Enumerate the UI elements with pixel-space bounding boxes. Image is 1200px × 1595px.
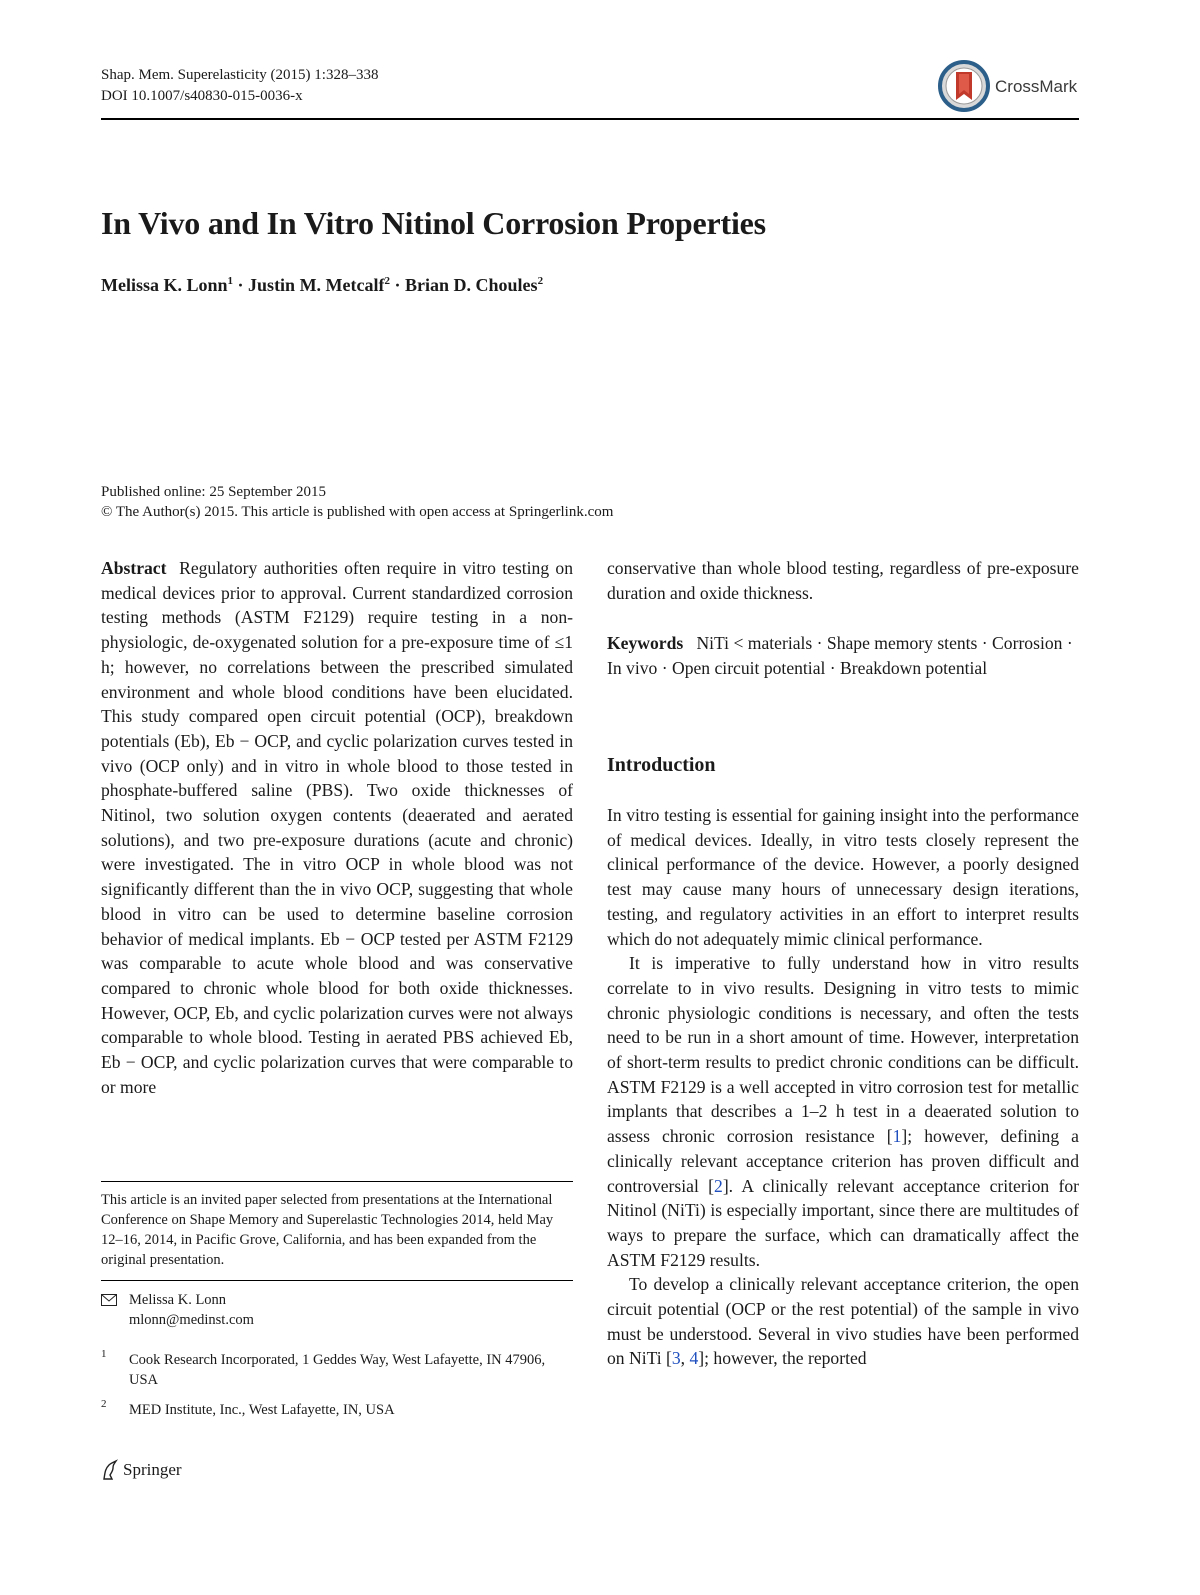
corresponding-author xyxy=(129,1290,569,1330)
footnote: This article is an invited paper selected from presentations at the International Conference on Shape Memory and Superelastic Technologies 2014, held May 12–16, 2014, in Pacific Grove, California, and has been expanded from the original presentation. xyxy=(101,1192,554,1268)
affiliation-number: 2 xyxy=(101,1398,107,1410)
citation-link[interactable]: 3 xyxy=(671,1348,681,1369)
header-rule xyxy=(101,118,1079,120)
paper-title: In Vivo and In Vitro Nitinol Corrosion Properties xyxy=(101,205,766,241)
abstract xyxy=(101,556,573,1099)
citation-link[interactable]: 2 xyxy=(714,1175,723,1196)
affiliation: MED Institute, Inc., West Lafayette, IN, USA xyxy=(129,1402,395,1418)
citation-link[interactable]: 1 xyxy=(892,1126,902,1147)
abstract-continued xyxy=(607,556,1079,605)
copyright-notice: © The Author(s) 2015. This article is published with open access at Springerlink.com xyxy=(101,504,614,520)
paragraph: In vitro testing is essential for gaining insight into the performance of medical devices. Ideally, in vitro tests closely represent the clinical performance of the device. However, a poorly designed test may cause many hours of unnecessary design iterations, testing, and regulatory activities in an effort to interpret results which do not adequately mimic clinical performance. xyxy=(607,805,1079,949)
affiliation-number: 1 xyxy=(101,1348,107,1360)
springer-horse-icon xyxy=(101,1459,119,1481)
journal-citation: Shap. Mem. Superelasticity (2015) 1:328–338 xyxy=(101,67,379,83)
author-name[interactable]: Brian D. Choules xyxy=(405,275,538,295)
abstract-label: Abstract xyxy=(101,558,167,578)
crossmark-logo[interactable] xyxy=(938,60,1078,112)
author-separator: · xyxy=(390,275,406,295)
author-name[interactable]: Melissa K. Lonn xyxy=(101,275,228,295)
citation-link[interactable]: 4 xyxy=(689,1348,699,1369)
keywords-label: Keywords xyxy=(607,633,684,653)
introduction-body xyxy=(607,803,1079,1371)
footnote-rule xyxy=(101,1280,573,1281)
envelope-icon xyxy=(101,1293,121,1311)
abstract-text: Regulatory authorities often require in vitro testing on medical devices prior to approval. Current standardized corrosion testing methods (ASTM F2129) require testing in a non-physiologic, de-oxygenated solution for a pre-exposure time of ≤1 h; however, no correlations between the prescribed simulated environment and whole blood conditions have been elucidated. This study compared open circuit potential (OCP), breakdown potentials (Eb), Eb − OCP, and cyclic polarization curves tested in vivo (OCP only) and in vitro in whole blood to those tested in phosphate-buffered saline (PBS). Two oxide thicknesses of Nitinol, two solution oxygen contents (deaerated and aerated solutions), and two pre-exposure durations (acute and chronic) were investigated. The in vitro OCP in whole blood was not significantly different than the in vivo OCP, suggesting that whole blood in vitro can be used to determine baseline corrosion behavior of medical implants. Eb − OCP tested per ASTM F2129 was comparable to acute whole blood and was conservative compared to chronic whole blood for both oxide thicknesses. However, OCP, Eb, and cyclic polarization curves were not always comparable to whole blood. Testing in aerated PBS achieved Eb, Eb − OCP, and cyclic polarization curves that were comparable to or more xyxy=(101,558,574,1097)
section-heading-introduction: Introduction xyxy=(607,754,716,776)
author-separator: · xyxy=(233,275,249,295)
publisher-name: Springer xyxy=(123,1460,182,1479)
keywords xyxy=(607,631,1079,680)
affiliation: Cook Research Incorporated, 1 Geddes Way, West Lafayette, IN 47906, USA xyxy=(129,1352,546,1388)
author-list xyxy=(101,275,543,296)
paragraph: To develop a clinically relevant acceptance criterion, the open circuit potential (OCP or the rest potential) of the sample in vivo must be understood. Several in vivo studies have been performed on NiTi [3, 4]; however, the reported xyxy=(607,1274,1079,1369)
author-affiliation-mark: 1 xyxy=(227,275,234,287)
author-affiliation-mark: 2 xyxy=(384,275,391,287)
publication-info xyxy=(101,482,613,522)
contact-email[interactable]: mlonn@medinst.com xyxy=(129,1312,254,1328)
author-name[interactable]: Justin M. Metcalf xyxy=(248,275,385,295)
author-affiliation-mark: 2 xyxy=(537,275,544,287)
doi[interactable]: DOI 10.1007/s40830-015-0036-x xyxy=(101,88,303,104)
contact-name: Melissa K. Lonn xyxy=(129,1292,227,1308)
keywords-text: NiTi < materials · Shape memory stents · Corrosion · In vivo · Open circuit potential · Breakdown potential xyxy=(607,633,1073,678)
abstract-text-continued: conservative than whole blood testing, regardless of pre-exposure duration and oxide thickness. xyxy=(607,558,1079,603)
springer-logo xyxy=(101,1459,182,1481)
crossmark-label: CrossMark xyxy=(995,77,1078,96)
footnote-rule xyxy=(101,1181,573,1182)
published-date: Published online: 25 September 2015 xyxy=(101,484,326,500)
paragraph: It is imperative to fully understand how in vitro results correlate to in vivo results. Designing in vitro tests to mimic chronic physiologic conditions is necessary, and often the tests need to be run in a short amount of time. However, interpretation of short-term results to predict chronic conditions can be difficult. ASTM F2129 is a well accepted in vitro corrosion test for metallic implants that describes a 1–2 h test in a deaerated solution to assess chronic corrosion resistance [1]; however, defining a clinically relevant acceptance criterion has proven difficult and controversial [2]. A clinically relevant acceptance criterion for Nitinol (NiTi) is especially important, since there are multitudes of ways to prepare the surface, which can dramatically affect the ASTM F2129 results. xyxy=(607,953,1080,1270)
